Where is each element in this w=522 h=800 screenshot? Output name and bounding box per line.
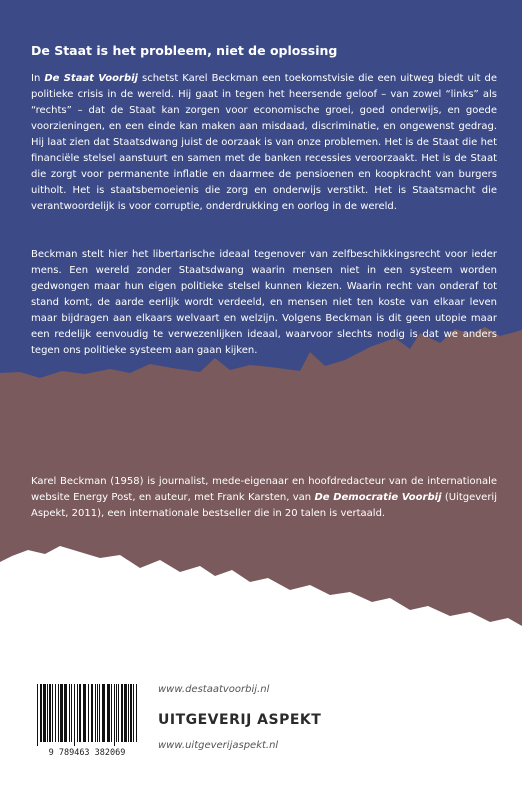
barcode-bar — [58, 684, 59, 742]
barcode-bar — [118, 684, 119, 742]
book-title: De Staat Voorbij — [44, 73, 138, 84]
barcode-bar — [128, 684, 129, 742]
barcode-bars — [35, 684, 139, 746]
barcode-bar — [114, 684, 115, 746]
publisher-website[interactable]: www.uitgeverijaspekt.nl — [158, 740, 279, 751]
barcode-bar — [49, 684, 51, 742]
back-cover-headline: De Staat is het probleem, niet de oplossing — [31, 43, 338, 58]
isbn-barcode — [31, 680, 143, 764]
barcode-bar — [52, 684, 53, 742]
synopsis-paragraph-2: Beckman stelt hier het libertarische ideaal tegenover van zelfbeschikkingsrecht voor ieder mens. Een wereld zonder Staatsdwang waarin mensen niet in een systeem worden gedwongen maar hun eigen politieke stelsel kunnen kiezen. Waarin recht van onderaf tot stand komt, de aarde eerlijk wordt verdeeld, en mensen niet ten koste van elkaar leven maar bijdragen aan elkaars welvaart en welzijn. Volgens Beckman is dit geen utopie maar een redelijk eenvoudig te verwezenlijken ideaal, waarvoor slechts nodig is dat we anders tegen ons politieke systeem aan gaan kijken. — [31, 249, 497, 356]
barcode-bar — [74, 684, 75, 746]
barcode-bar — [102, 684, 105, 742]
barcode-bar — [121, 684, 123, 742]
barcode-bar — [79, 684, 81, 742]
synopsis-paragraph-1: In De Staat Voorbij schetst Karel Beckman een toekomstvisie die een uitweg biedt uit de politieke crisis in de wereld. Hij gaat in tegen het heersende geloof – van zowel “links” als “rechts” – dat de Staat kan zorgen voor economische groei, goed onderwijs, en goede voorzieningen, en een einde kan maken aan misdaad, discriminatie, en ongewenst gedrag. Hij laat zien dat Staatsdwang juist de oorzaak is van onze problemen. Het is de Staat die het financiële stelsel aanstuurt en samen met de banken recessies veroorzaakt. Het is de Staat die zorgt voor permanente inflatie en daarmee de pensioenen en koopkracht van burgers uitholt. Het is staatsbemoeienis die zorg en onderwijs verstikt. Het is Staatsmacht die verantwoordelijk is voor corruptie, onderdrukking en oorlog in de wereld. — [31, 73, 498, 212]
barcode-bar — [95, 684, 96, 742]
barcode-bar — [43, 684, 46, 742]
barcode-bar — [111, 684, 112, 742]
barcode-bar — [133, 684, 134, 742]
barcode-bar — [97, 684, 98, 742]
barcode-bar — [107, 684, 110, 742]
author-bio: Karel Beckman (1958) is journalist, mede-eigenaar en hoofdredacteur van de internationale website Energy Post, en auteur, met Frank Karsten, van De Democratie Voorbij (Uitgeverij Aspekt, 2011), een internationale bestseller die in 20 talen is vertaald. — [31, 476, 497, 519]
barcode-bar — [60, 684, 63, 742]
barcode-bar — [91, 684, 93, 742]
barcode-bar — [99, 684, 100, 742]
barcode-bar — [136, 684, 137, 742]
barcode-bar — [130, 684, 132, 742]
barcode-bar — [40, 684, 42, 742]
publisher-name: UITGEVERIJ ASPEKT — [158, 712, 322, 728]
barcode-bar — [124, 684, 127, 742]
barcode-bar — [88, 684, 89, 742]
barcode-bar — [69, 684, 70, 742]
barcode-bar — [55, 684, 56, 742]
barcode-bar — [77, 684, 78, 742]
barcode-bar — [64, 684, 67, 742]
barcode-bar — [71, 684, 72, 742]
book-website[interactable]: www.destaatvoorbij.nl — [158, 684, 270, 695]
barcode-bar — [47, 684, 48, 742]
barcode-bar — [37, 684, 38, 746]
isbn-number: 9 789463 382069 — [48, 748, 126, 758]
previous-book-title: De Democratie Voorbij — [314, 492, 442, 503]
barcode-bar — [116, 684, 117, 742]
barcode-bar — [83, 684, 86, 742]
